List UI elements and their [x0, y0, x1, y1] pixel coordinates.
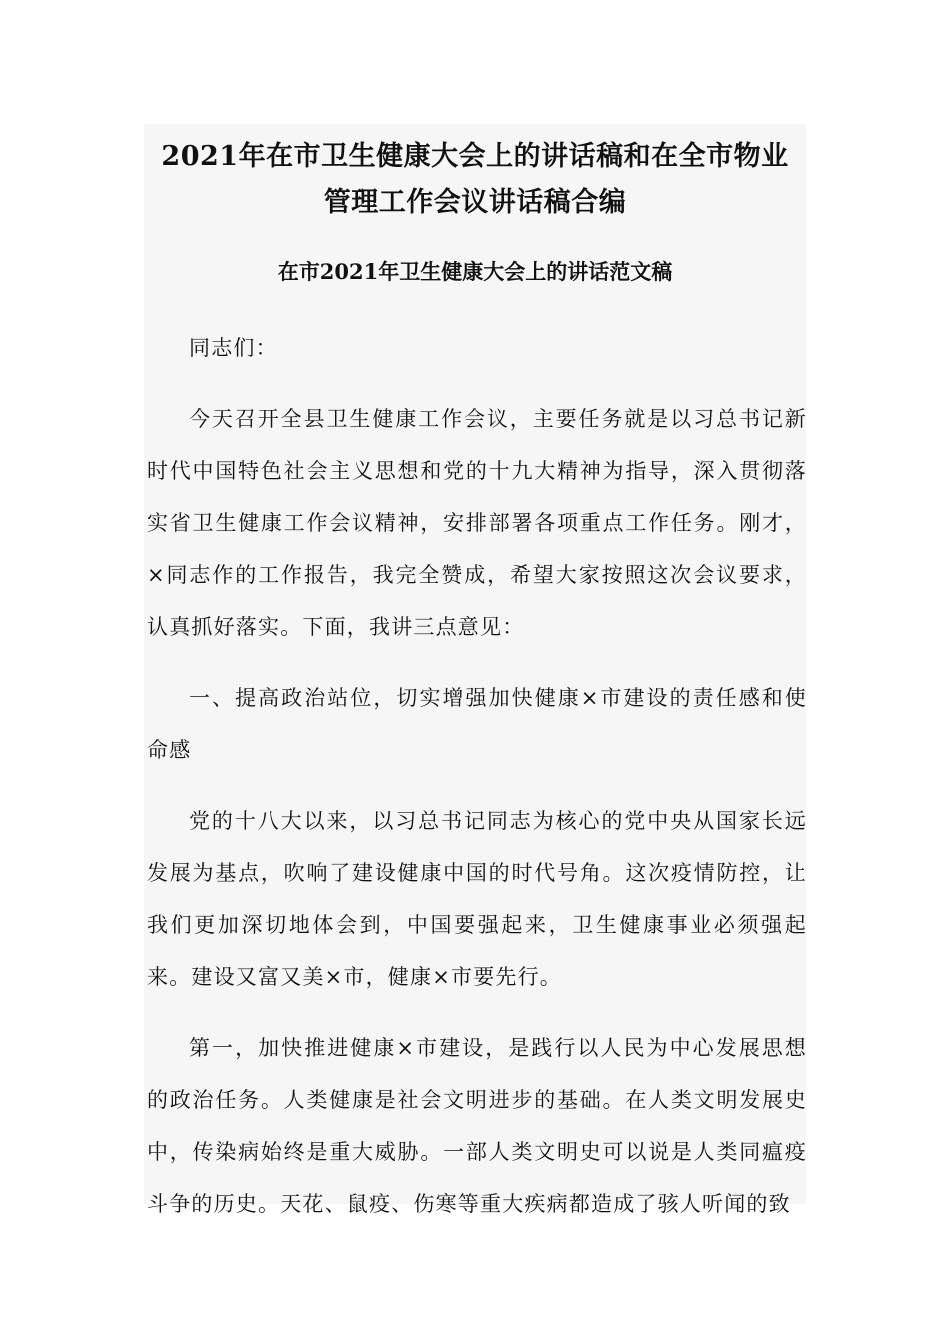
intro-paragraph: 今天召开全县卫生健康工作会议，主要任务就是以习总书记新时代中国特色社会主义思想和党的十九大精神为指导，深入贯彻落实省卫生健康工作会议精神，安排部署各项重点工作任务。刚才，×同志作的工作报告，我完全赞成，希望大家按照这次会议要求，认真抓好落实。下面，我讲三点意见： [147, 407, 807, 639]
section-heading-1: 一、提高政治站位，切实增强加快健康×市建设的责任感和使命感 [147, 686, 807, 762]
document-page [144, 124, 807, 1216]
body-paragraph: 第一，加快推进健康×市建设，是践行以人民为中心发展思想的政治任务。人类健康是社会文明进步的基础。在人类文明发展史中，传染病始终是重大威胁。一部人类文明史可以说是人类同瘟疫斗争的历史。天花、鼠疫、伤寒等重大疾病都造成了骇人听闻的致 [147, 1036, 807, 1216]
body-paragraph: 党的十八大以来，以习总书记同志为核心的党中央从国家长远发展为基点，吹响了建设健康中国的时代号角。这次疫情防控，让我们更加深切地体会到，中国要强起来，卫生健康事业必须强起来。建设又富又美×市，健康×市要先行。 [147, 809, 807, 989]
document-title-line-2: 管理工作会议讲话稿合编 [323, 187, 627, 218]
document-title-line-1: 2021年在市卫生健康大会上的讲话稿和在全市物业 [161, 141, 789, 172]
document-body [147, 322, 807, 1230]
salutation-paragraph: 同志们： [189, 336, 278, 360]
document-subtitle: 在市2021年卫生健康大会上的讲话范文稿 [277, 259, 673, 284]
